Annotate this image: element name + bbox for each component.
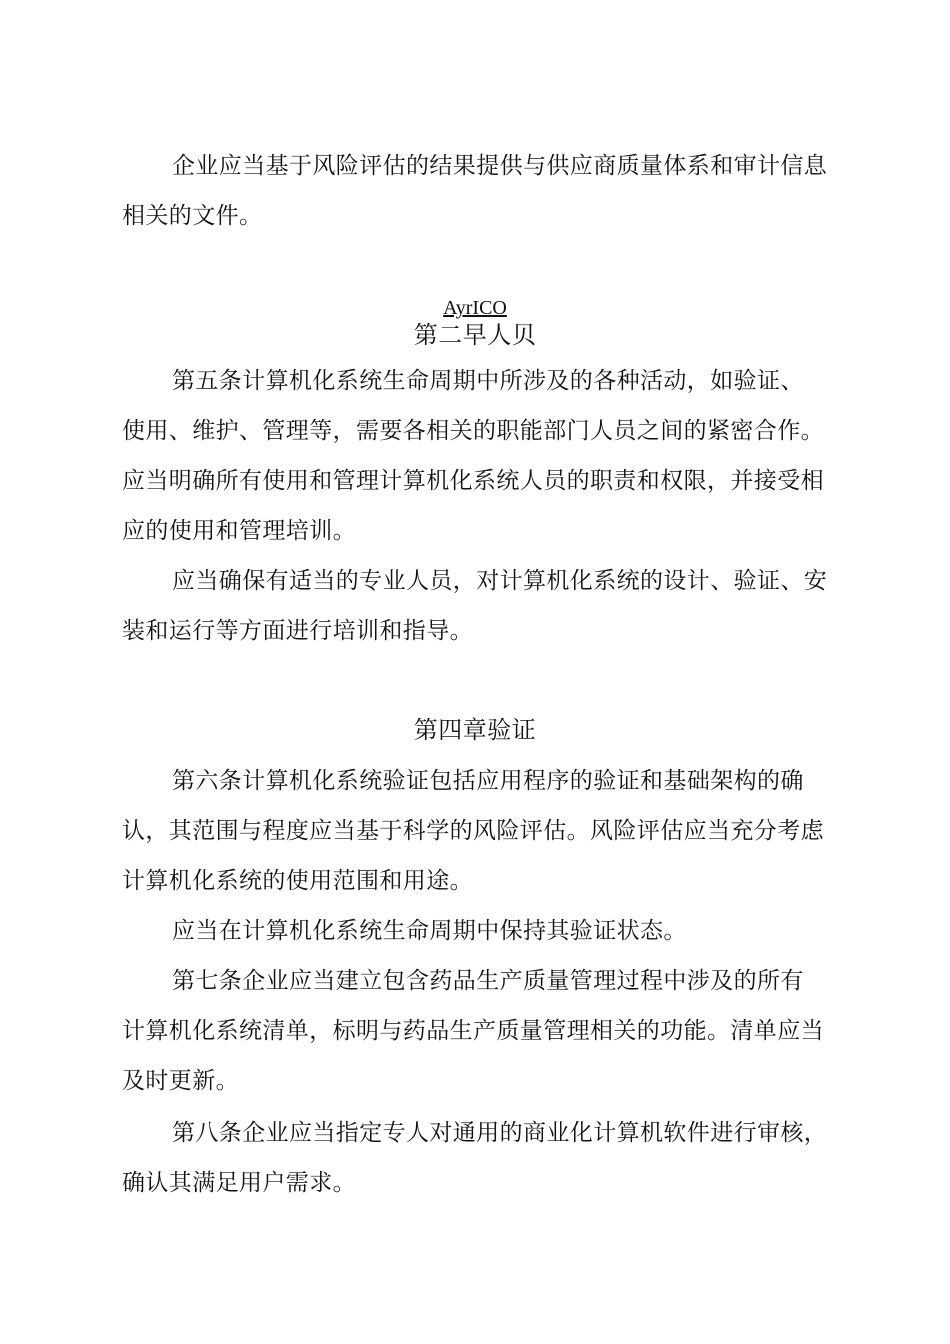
article-5-line-1: 第五条计算机化系统生命周期中所涉及的各种活动，如验证、 <box>172 368 804 394</box>
chapter-3-artifact-text: AyrICO <box>443 297 507 319</box>
article-5-line-3: 应当明确所有使用和管理计算机化系统人员的职责和权限，并接受相 <box>122 468 824 494</box>
paragraph-supplier-docs-line-1: 企业应当基于风险评估的结果提供与供应商质量体系和审计信息 <box>172 153 828 179</box>
article-6-para-2-line-1: 应当在计算机化系统生命周期中保持其验证状态。 <box>172 918 687 944</box>
article-5-line-4: 应的使用和管理培训。 <box>122 518 356 544</box>
article-5-para-2-line-1: 应当确保有适当的专业人员，对计算机化系统的设计、验证、安 <box>172 568 828 594</box>
chapter-4-heading: 第四章验证 <box>413 716 537 744</box>
chapter-3-heading: 第二早人贝 <box>413 321 537 349</box>
article-7-line-2: 计算机化系统清单，标明与药品生产质量管理相关的功能。清单应当 <box>122 1018 824 1044</box>
article-5-para-2-line-2: 装和运行等方面进行培训和指导。 <box>122 618 473 644</box>
article-8-line-1: 第八条企业应当指定专人对通用的商业化计算机软件进行审核， <box>172 1120 828 1146</box>
article-8-line-2: 确认其满足用户需求。 <box>122 1170 356 1196</box>
article-7-line-1: 第七条企业应当建立包含药品生产质量管理过程中涉及的所有 <box>172 968 804 994</box>
paragraph-supplier-docs-line-2: 相关的文件。 <box>122 203 263 229</box>
article-6-line-1: 第六条计算机化系统验证包括应用程序的验证和基础架构的确 <box>172 768 804 794</box>
article-6-line-3: 计算机化系统的使用范围和用途。 <box>122 868 473 894</box>
article-6-line-2: 认，其范围与程度应当基于科学的风险评估。风险评估应当充分考虑 <box>122 818 824 844</box>
article-7-line-3: 及时更新。 <box>122 1068 239 1094</box>
article-5-line-2: 使用、维护、管理等，需要各相关的职能部门人员之间的紧密合作。 <box>122 418 824 444</box>
